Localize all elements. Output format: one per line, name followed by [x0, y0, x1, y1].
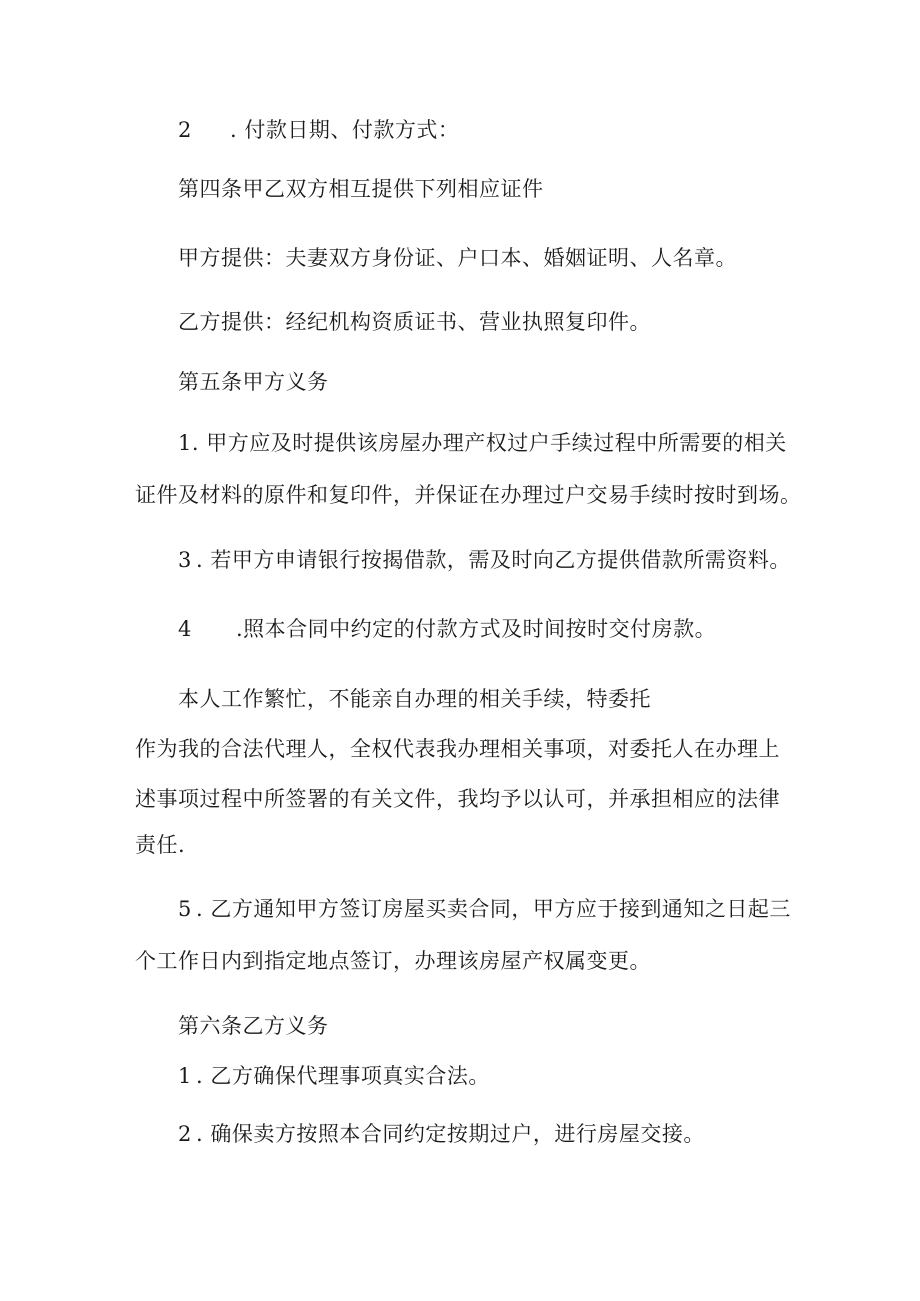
- entrust-line4: 责任.: [135, 833, 186, 857]
- a5-item5-line1: 5 . 乙方通知甲方签订房屋买卖合同，甲方应于接到通知之日起三: [178, 897, 791, 921]
- a6-item1: 1 . 乙方确保代理事项真实合法。: [178, 1064, 490, 1088]
- article-4-title: 第四条甲乙双方相互提供下列相应证件: [178, 177, 544, 201]
- a5-item1-line2: 证件及材料的原件和复印件，并保证在办理过户交易手续时按时到场。: [135, 483, 802, 507]
- a5-item3: 3 . 若甲方申请银行按揭借款，需及时向乙方提供借款所需资料。: [178, 548, 791, 572]
- party-a-docs: 甲方提供：夫妻双方身份证、户口本、婚姻证明、人名章。: [178, 246, 737, 270]
- article-5-title: 第五条甲方义务: [178, 370, 329, 394]
- a5-item1-line1: 1. 甲方应及时提供该房屋办理产权过户手续过程中所需要的相关: [178, 431, 787, 455]
- payment-item: 2 . 付款日期、付款方式：: [178, 118, 460, 142]
- entrust-line1: 本人工作繁忙，不能亲自办理的相关手续，特委托: [178, 687, 651, 711]
- entrust-line3: 述事项过程中所签署的有关文件，我均予以认可，并承担相应的法律: [135, 787, 780, 811]
- a6-item2: 2 . 确保卖方按照本合同约定按期过户，进行房屋交接。: [178, 1122, 705, 1146]
- a5-item5-line2: 个工作日内到指定地点签订，办理该房屋产权属变更。: [135, 949, 651, 973]
- article-6-title: 第六条乙方义务: [178, 1014, 329, 1038]
- entrust-line2: 作为我的合法代理人，全权代表我办理相关事项，对委托人在办理上: [135, 737, 780, 761]
- party-b-docs: 乙方提供：经纪机构资质证书、营业执照复印件。: [178, 310, 651, 334]
- a5-item4: 4 .照本合同中约定的付款方式及时间按时交付房款。: [178, 617, 717, 641]
